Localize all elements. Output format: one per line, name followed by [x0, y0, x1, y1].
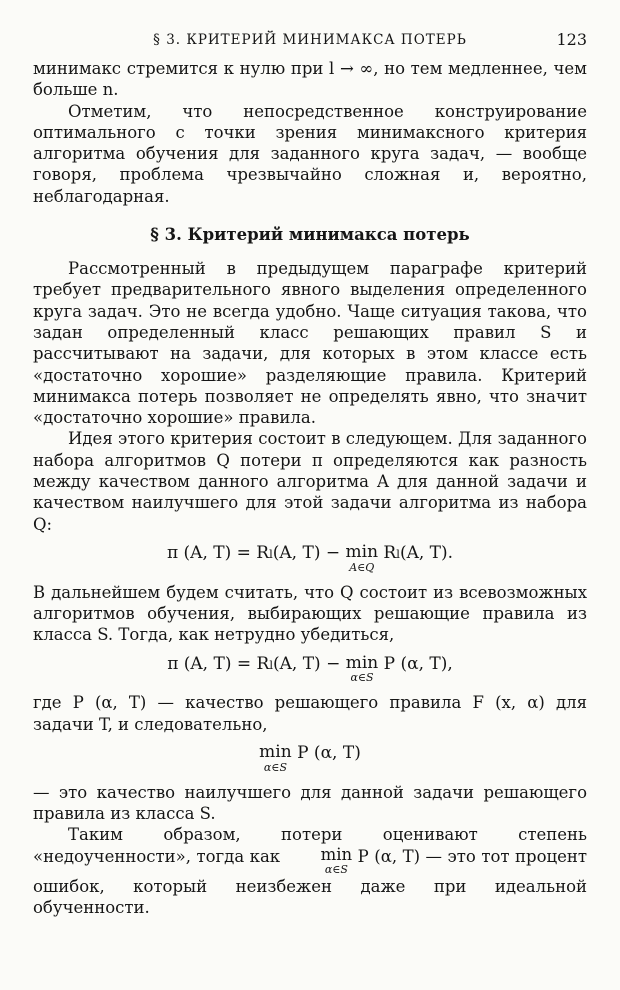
book-page: [33, 28, 587, 918]
paragraph-where: где P (α, T) — качество решающего правила F (x, α) для задачи T, и следовательно,: [33, 693, 587, 734]
paragraph-intro: Рассмотренный в предыдущем параграфе критерий требует предварительного явного выделения определенного круга задач. Это не всегда удобно. Чаще ситуация такова, что задан определенный класс решающих правил S и рассчитывают на задачи, для которых в этом классе есть «достаточно хорошие» разделяющие правила. Критерий минимакса потерь позволяет не определять явно, что значит «достаточно хорошие» правила.: [33, 259, 587, 428]
min-operator: min α∈S: [345, 652, 379, 685]
formula-min-quality: min α∈S P (α, T): [259, 741, 361, 774]
formula-loss-q: π (A, T) = Rl(A, T) − min A∈Q Rl(A, T).: [166, 541, 454, 574]
paragraph-best-rule: — это качество наилучшего для данной задачи решающего правила из класса S.: [33, 782, 587, 824]
section-heading: § 3. Критерий минимакса потерь: [150, 225, 470, 245]
running-title: § 3. КРИТЕРИЙ МИНИМАКСА ПОТЕРЬ: [153, 32, 467, 48]
paragraph-idea: Идея этого критерия состоит в следующем. Для заданного набора алгоритмов Q потери π определяются как разность между качеством данного алгоритма A для данной задачи и качеством наилучшего для этой задачи алгоритма из набора Q:: [33, 429, 587, 534]
min-operator: min α∈S: [320, 844, 353, 876]
running-head: [33, 28, 587, 58]
paragraph-assumption: В дальнейшем будем считать, что Q состоит из всевозможных алгоритмов обучения, выбирающих решающие правила из класса S. Тогда, как нетрудно убедиться,: [33, 582, 587, 645]
formula-loss-s: π (A, T) = Rl(A, T) − min α∈S P (α, T),: [167, 652, 453, 685]
paragraph-note: Отметим, что непосредственное конструирование оптимального с точки зрения минимаксного критерия алгоритма обучения для заданного круга задач, — вообще говоря, проблема чрезвычайно сложная и, вероятно, неблагодарная.: [33, 101, 587, 206]
paragraph-conclusion: Таким образом, потери оценивают степень «недоученности», тогда как min α∈S P (α, T) — это тот процент ошибок, который неизбежен даже при идеальной обученности.: [33, 825, 588, 918]
min-operator: min A∈Q: [345, 541, 379, 574]
page-number: 123: [556, 30, 587, 49]
min-operator: min α∈S: [259, 741, 292, 774]
paragraph-continuation: минимакс стремится к нулю при l → ∞, но тем медленнее, чем больше n.: [33, 59, 587, 100]
